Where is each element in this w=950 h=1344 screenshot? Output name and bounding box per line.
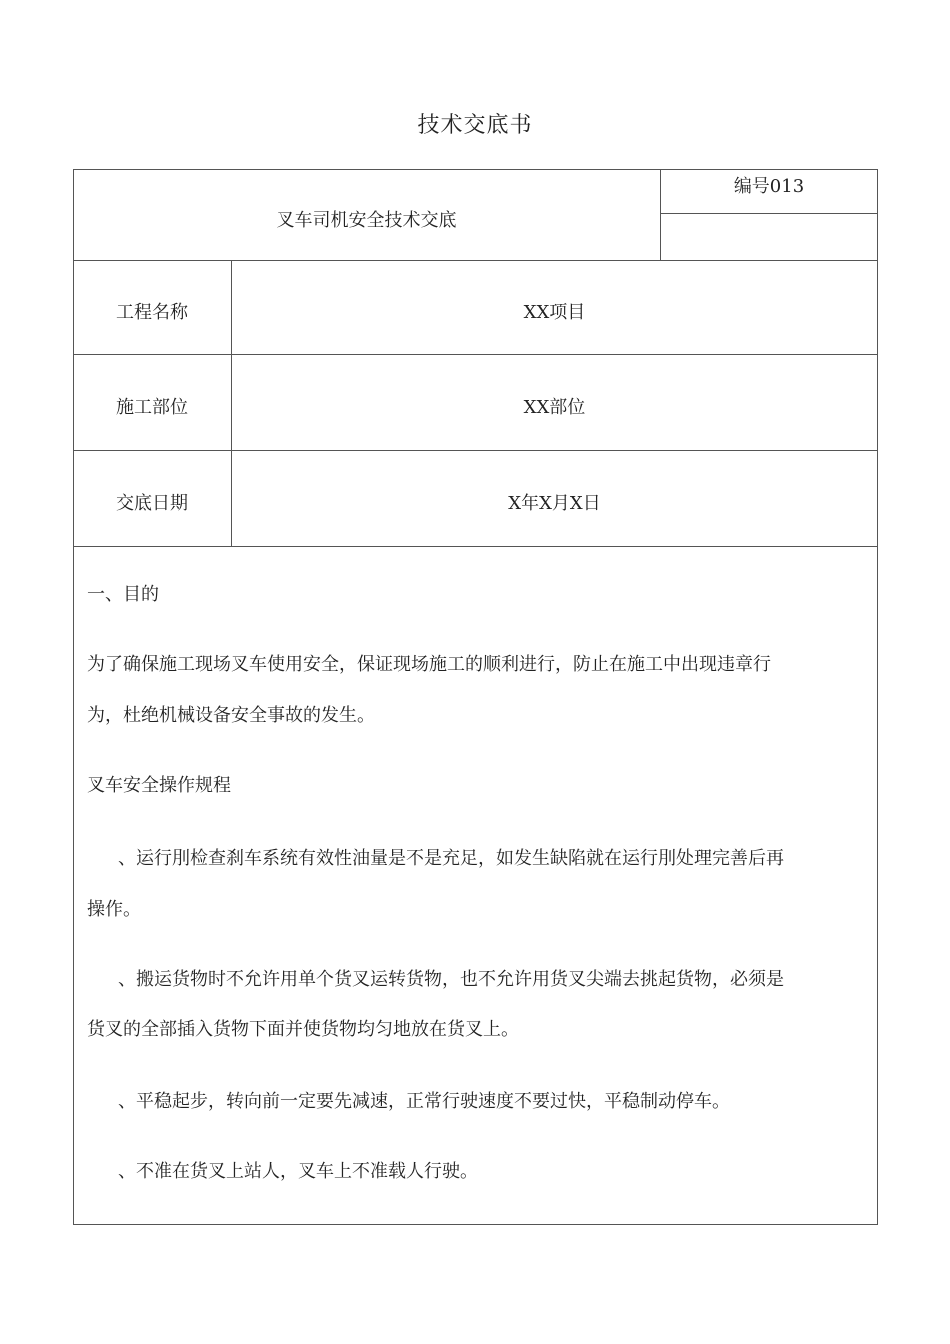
section-heading-operating-rules: 叉车安全操作规程: [87, 775, 231, 796]
purpose-text-line-1: 为了确保施工现场叉车使用安全，保证现场施工的顺利进行，防止在施工中出现违章行: [87, 654, 771, 675]
document-number-label: 编号013: [733, 176, 805, 197]
project-name-label: 工程名称: [116, 302, 188, 323]
project-name-value: XX项目: [523, 302, 586, 323]
purpose-text-line-2: 为，杜绝机械设备安全事故的发生。: [87, 705, 375, 726]
rule-2-line-2: 货叉的全部插入货物下面并使货物均匀地放在货叉上。: [87, 1019, 519, 1040]
form-table: [73, 169, 878, 1225]
rule-2-line-1: 、搬运货物时不允许用单个货叉运转货物，也不允许用货叉尖端去挑起货物，必须是: [118, 969, 784, 990]
subject-title: 叉车司机安全技术交底: [276, 210, 457, 231]
rule-1-line-1: 、运行刖检查刹车系统有效性油量是不是充足，如发生缺陷就在运行刖处理完善后再: [118, 848, 784, 869]
row-divider-location: [73, 450, 878, 451]
rule-3-line-1: 、平稳起步，转向前一定要先减速，正常行驶速度不要过快，平稳制动停车。: [118, 1091, 730, 1112]
rule-4-line-1: 、不准在货叉上站人，叉车上不准载人行驶。: [118, 1161, 478, 1182]
briefing-date-label: 交底日期: [116, 493, 188, 514]
row-divider-date: [73, 546, 878, 547]
document-title: 技术交底书: [417, 113, 533, 138]
construction-location-value: XX部位: [523, 397, 586, 418]
row-divider-header: [73, 260, 878, 261]
rule-1-line-2: 操作。: [87, 899, 141, 920]
briefing-date-value: X年X月X日: [508, 493, 601, 514]
number-cell-divider: [660, 213, 878, 214]
construction-location-label: 施工部位: [116, 397, 188, 418]
section-heading-purpose: 一、目的: [87, 584, 159, 605]
row-divider-project: [73, 354, 878, 355]
